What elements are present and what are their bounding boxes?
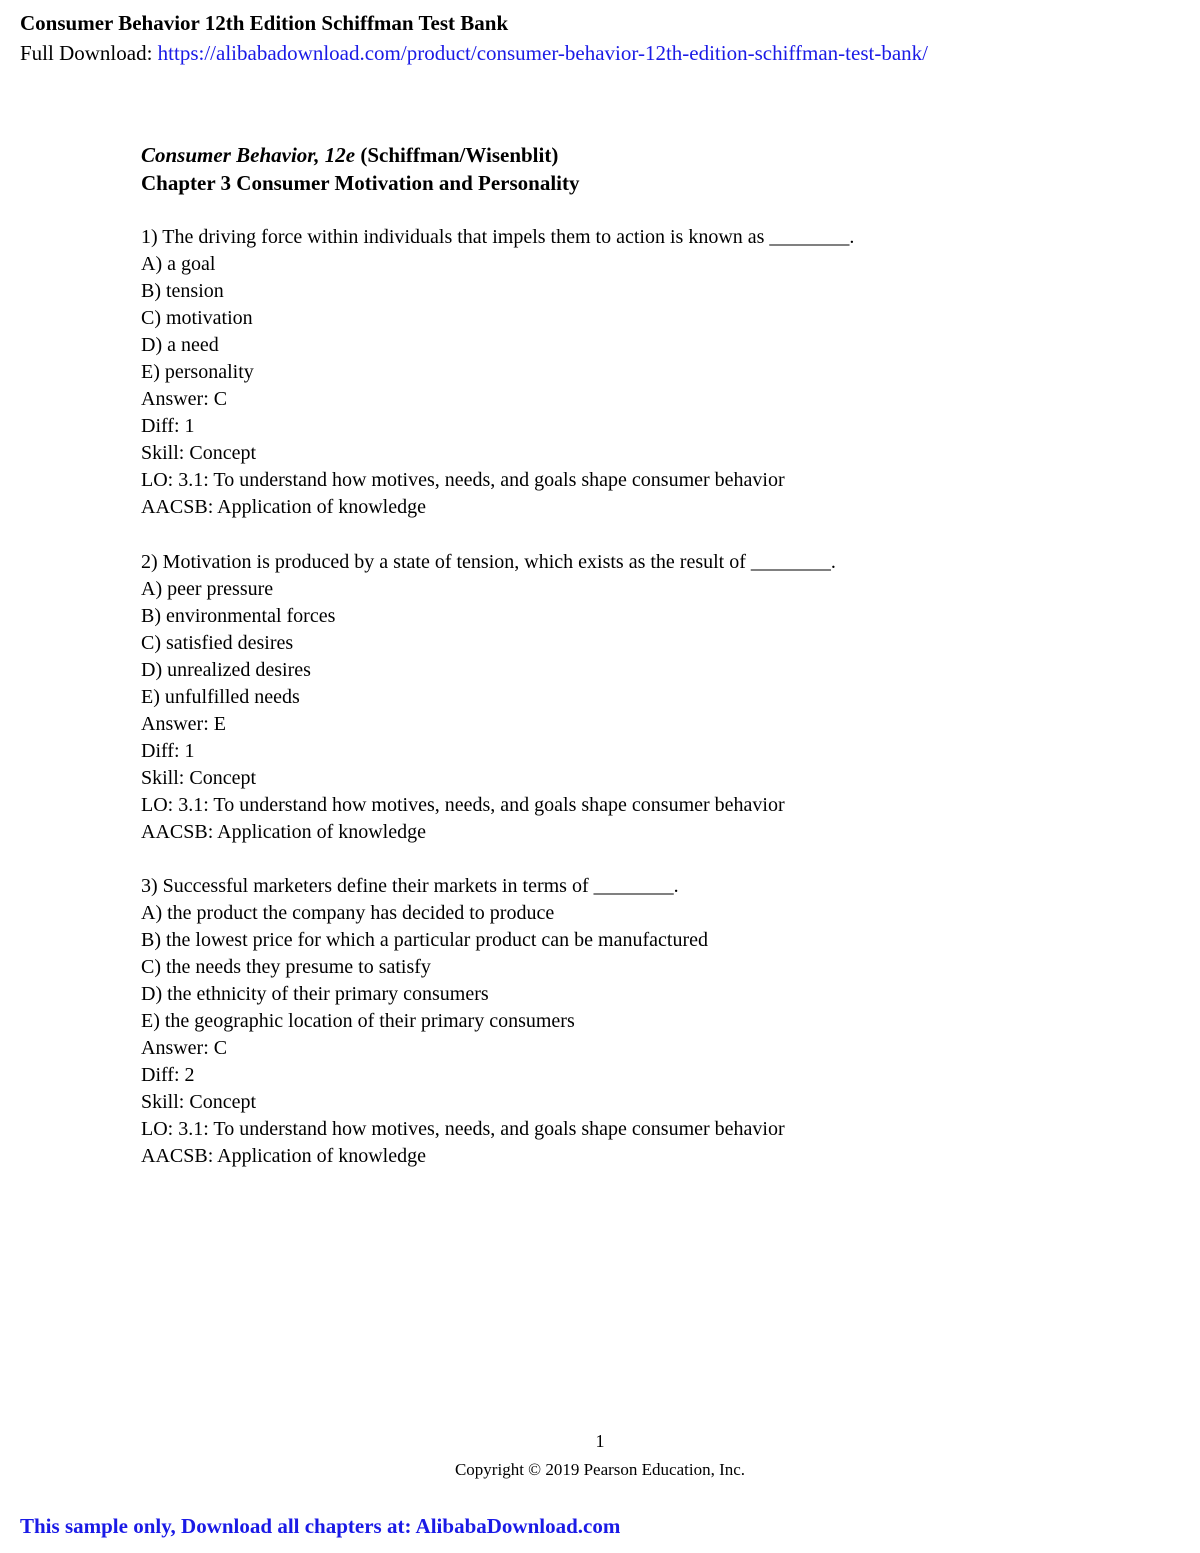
answer: Answer: E — [141, 713, 226, 735]
difficulty: Diff: 2 — [141, 1064, 195, 1086]
option-a: A) a goal — [141, 253, 216, 275]
aacsb: AACSB: Application of knowledge — [141, 496, 426, 518]
option-c: C) satisfied desires — [141, 632, 294, 654]
copyright-notice: Copyright © 2019 Pearson Education, Inc. — [454, 1460, 746, 1479]
learning-objective: LO: 3.1: To understand how motives, needs, and goals shape consumer behavior — [141, 1118, 785, 1140]
option-c: C) motivation — [141, 307, 253, 329]
aacsb: AACSB: Application of knowledge — [141, 1145, 426, 1167]
page-number: 1 — [595, 1431, 605, 1451]
question-stem: 1) The driving force within individuals that impels them to action is known as ________. — [141, 226, 855, 248]
option-a: A) the product the company has decided to produce — [141, 902, 555, 924]
skill: Skill: Concept — [141, 442, 256, 464]
chapter-heading: Chapter 3 Consumer Motivation and Personality — [141, 171, 580, 195]
skill: Skill: Concept — [141, 767, 256, 789]
learning-objective: LO: 3.1: To understand how motives, needs, and goals shape consumer behavior — [141, 469, 785, 491]
option-d: D) unrealized desires — [141, 659, 311, 681]
option-d: D) the ethnicity of their primary consumers — [141, 983, 489, 1005]
aacsb: AACSB: Application of knowledge — [141, 821, 426, 843]
book-title: Consumer Behavior, 12e — [141, 143, 356, 167]
header-title: Consumer Behavior 12th Edition Schiffman Test Bank — [20, 11, 509, 35]
download-line — [20, 40, 928, 66]
download-label: Full Download: — [20, 41, 158, 65]
download-banner[interactable]: This sample only, Download all chapters at: AlibabaDownload.com — [20, 1514, 621, 1538]
question-stem: 3) Successful marketers define their markets in terms of ________. — [141, 875, 679, 897]
difficulty: Diff: 1 — [141, 740, 195, 762]
download-link[interactable]: https://alibabadownload.com/product/consumer-behavior-12th-edition-schiffman-test-bank/ — [157, 41, 928, 65]
question-block — [141, 873, 785, 1170]
option-c: C) the needs they presume to satisfy — [141, 956, 431, 978]
question-block — [141, 224, 854, 521]
learning-objective: LO: 3.1: To understand how motives, needs, and goals shape consumer behavior — [141, 794, 785, 816]
option-d: D) a need — [141, 334, 219, 356]
book-title-line — [141, 142, 558, 168]
question-stem: 2) Motivation is produced by a state of tension, which exists as the result of ________. — [141, 551, 836, 573]
option-e: E) personality — [141, 361, 254, 383]
option-b: B) tension — [141, 280, 224, 302]
option-e: E) unfulfilled needs — [141, 686, 300, 708]
option-e: E) the geographic location of their primary consumers — [141, 1010, 575, 1032]
skill: Skill: Concept — [141, 1091, 256, 1113]
answer: Answer: C — [141, 388, 228, 410]
difficulty: Diff: 1 — [141, 415, 195, 437]
option-b: B) the lowest price for which a particular product can be manufactured — [141, 929, 708, 951]
answer: Answer: C — [141, 1037, 228, 1059]
question-block — [141, 549, 836, 846]
book-authors: (Schiffman/Wisenblit) — [355, 143, 559, 167]
option-a: A) peer pressure — [141, 578, 274, 600]
option-b: B) environmental forces — [141, 605, 336, 627]
